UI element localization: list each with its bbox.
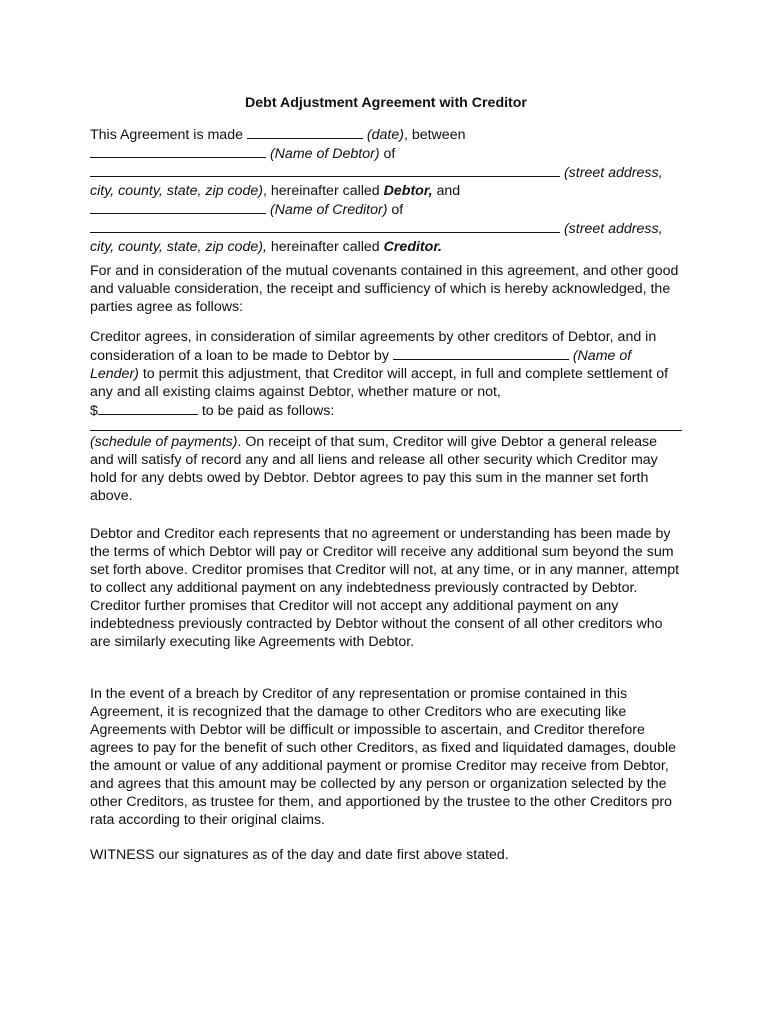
between-text: , between [403, 127, 466, 143]
document-title: Debt Adjustment Agreement with Creditor [245, 95, 527, 111]
breach-paragraph: In the event of a breach by Creditor of any representation or promise contained in this Agreement, it is recognized that the damage to other Creditors who are executing like Agreements with Debtor will be difficult or impossible to ascertain, and Creditor therefore agrees to pay for the benefit of such other Creditors, as fixed and liquidated damages, double the amount or value of any additional payment or promise Creditor may receive from Debtor, and agrees that this amount may be collected by any person or organization selected by the other Creditors, as trustee for them, and apportioned by the trustee to the other Creditors pro rata according to their original claims. [90, 686, 676, 828]
of-text: of [383, 146, 396, 162]
schedule-label: (schedule of payments) [90, 434, 238, 450]
schedule-paragraph [90, 433, 682, 505]
representation-paragraph: Debtor and Creditor each represents that no agreement or understanding has been made by the terms of which Debtor will pay or Creditor will receive any additional sum beyond the sum set forth above. Creditor promises that Creditor will not, at any time, or in any manner, attempt to collect any additional payment on any indebtedness previously contracted by Debtor. Creditor further promises that Creditor will not accept any additional payment on any indebtedness previously contracted by Debtor without the consent of all other creditors who are similarly executing like Agreements with Debtor. [90, 526, 680, 650]
permit-text: to permit this adjustment, that Creditor will accept, in full and complete settlement of any and all existing claims against Debtor, whether mature or not, [90, 366, 669, 400]
creditor-name-label: (Name of Creditor) [269, 202, 388, 218]
creditor-address-blank[interactable] [90, 219, 560, 233]
debtor-name-label: (Name of Debtor) [269, 146, 380, 162]
creditor-agrees-paragraph [90, 328, 682, 420]
witness-line: WITNESS our signatures as of the day and date first above stated. [90, 847, 509, 863]
lender-name-blank[interactable] [393, 346, 569, 360]
intro-line-5 [90, 200, 682, 219]
document-page [90, 0, 682, 1024]
intro-text: This Agreement is made [90, 127, 243, 143]
consideration-paragraph: For and in consideration of the mutual covenants contained in this agreement, and other good and valuable consideration, the receipt and sufficiency of which is hereby acknowledged, the parties agree as follows: [90, 263, 679, 315]
street-address-label: (street address, [563, 221, 663, 237]
intro-line-6 [90, 219, 682, 238]
schedule-text: . On receipt of that sum, Creditor will give Debtor a general release and will satisfy of record any and all liens and release all other security which Creditor may hold for any debts owed by Debtor. Debtor agrees to pay this sum in the manner set forth above. [90, 434, 658, 504]
hereinafter-text: hereinafter called [270, 239, 380, 255]
intro-line-4 [90, 182, 682, 200]
street-address-label: (street address, [563, 165, 663, 181]
intro-line-2 [90, 144, 682, 163]
schedule-section [90, 416, 682, 505]
creditor-term: Creditor. [383, 239, 442, 255]
date-label: (date) [366, 127, 404, 143]
paid-as-follows-text: to be paid as follows: [201, 403, 335, 419]
parties-section [90, 125, 682, 256]
intro-line-3 [90, 163, 682, 182]
debtor-name-blank[interactable] [90, 144, 266, 158]
amount-blank[interactable] [98, 401, 198, 415]
debtor-address-blank[interactable] [90, 163, 560, 177]
date-blank[interactable] [247, 125, 363, 139]
hereinafter-text: , hereinafter called [262, 183, 380, 199]
dollar-sign: $ [90, 403, 98, 419]
of-text: of [391, 202, 404, 218]
debtor-term: Debtor, [383, 183, 433, 199]
creditor-agrees-text: Creditor agrees, in consideration of similar agreements by other creditors of Debtor, and in consideration of a loan to be made to Debtor by [90, 329, 657, 364]
city-label: city, county, state, zip code) [90, 183, 263, 199]
and-text: and [436, 183, 461, 199]
intro-line-1 [90, 125, 682, 144]
intro-line-7 [90, 238, 682, 256]
city-label: city, county, state, zip code), [90, 239, 267, 255]
creditor-name-blank[interactable] [90, 200, 266, 214]
schedule-blank-line[interactable] [90, 416, 682, 431]
lender-name-label: (Name of Lender) [90, 348, 632, 382]
